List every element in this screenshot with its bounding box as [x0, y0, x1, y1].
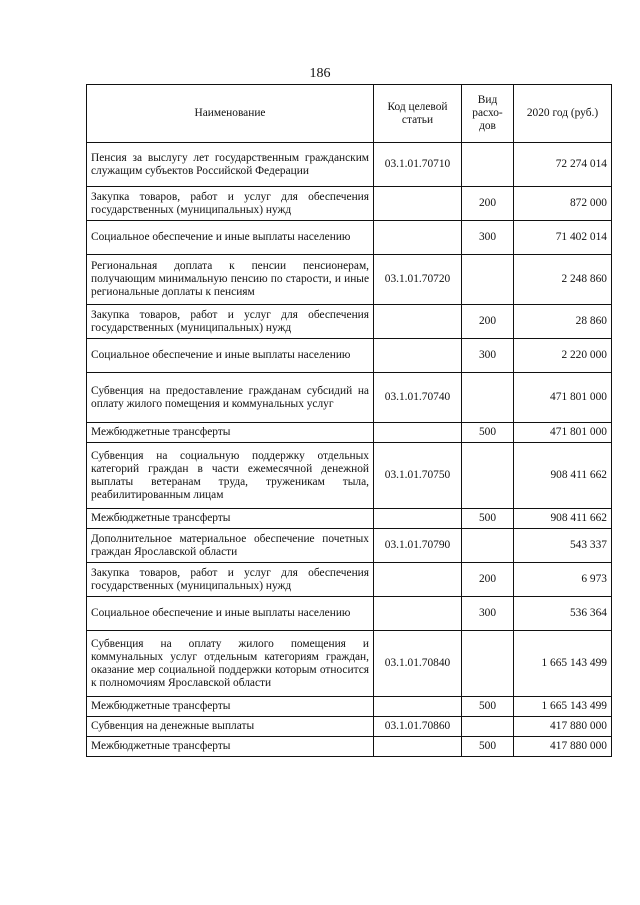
row-kind-cell: 300 [462, 597, 514, 631]
header-name: Наименование [87, 85, 374, 143]
row-code-cell [374, 737, 462, 757]
table-row [87, 717, 612, 737]
budget-table [86, 84, 612, 757]
row-kind-cell: 300 [462, 221, 514, 255]
row-name-cell: Межбюджетные трансферты [87, 697, 374, 717]
row-amount-cell: 6 973 [514, 563, 612, 597]
row-amount-cell: 2 220 000 [514, 339, 612, 373]
page-number: 186 [309, 66, 331, 81]
row-amount-cell: 908 411 662 [514, 509, 612, 529]
row-amount-cell: 536 364 [514, 597, 612, 631]
row-name-cell: Межбюджетные трансферты [87, 423, 374, 443]
row-amount-cell: 872 000 [514, 187, 612, 221]
row-amount-cell: 28 860 [514, 305, 612, 339]
row-amount-cell: 71 402 014 [514, 221, 612, 255]
row-name-cell: Дополнительное материальное обеспечение почетных граждан Ярославской области [87, 529, 374, 563]
row-code-cell: 03.1.01.70710 [374, 143, 462, 187]
row-kind-cell: 500 [462, 509, 514, 529]
table-row [87, 423, 612, 443]
row-code-cell [374, 697, 462, 717]
table-row [87, 563, 612, 597]
row-amount-cell: 72 274 014 [514, 143, 612, 187]
row-kind-cell [462, 255, 514, 305]
row-amount-cell: 417 880 000 [514, 737, 612, 757]
table-body [87, 143, 612, 757]
table-row [87, 143, 612, 187]
row-kind-cell: 200 [462, 563, 514, 597]
header-row [87, 85, 612, 143]
row-kind-cell [462, 631, 514, 697]
row-code-cell: 03.1.01.70750 [374, 443, 462, 509]
table-row [87, 737, 612, 757]
row-name-cell: Закупка товаров, работ и услуг для обеспечения государственных (муниципальных) нужд [87, 305, 374, 339]
row-name-cell: Межбюджетные трансферты [87, 737, 374, 757]
table-row [87, 305, 612, 339]
row-kind-cell: 500 [462, 737, 514, 757]
row-kind-cell [462, 143, 514, 187]
table-row [87, 221, 612, 255]
row-name-cell: Социальное обеспечение и иные выплаты населению [87, 339, 374, 373]
table-row [87, 187, 612, 221]
table-row [87, 443, 612, 509]
header-year: 2020 год (руб.) [514, 85, 612, 143]
row-name-cell: Субвенция на оплату жилого помещения и коммунальных услуг отдельным категориям граждан, оказание мер социальной поддержки которым относится к полномочиям Ярославской области [87, 631, 374, 697]
row-name-cell: Закупка товаров, работ и услуг для обеспечения государственных (муниципальных) нужд [87, 187, 374, 221]
row-name-cell: Социальное обеспечение и иные выплаты населению [87, 221, 374, 255]
row-name-cell: Закупка товаров, работ и услуг для обеспечения государственных (муниципальных) нужд [87, 563, 374, 597]
table-row [87, 373, 612, 423]
row-code-cell: 03.1.01.70740 [374, 373, 462, 423]
row-kind-cell: 500 [462, 697, 514, 717]
row-code-cell [374, 305, 462, 339]
row-kind-cell [462, 443, 514, 509]
row-amount-cell: 417 880 000 [514, 717, 612, 737]
row-name-cell: Пенсия за выслугу лет государственным гражданским служащим субъектов Российской Федерации [87, 143, 374, 187]
row-code-cell: 03.1.01.70840 [374, 631, 462, 697]
row-kind-cell [462, 373, 514, 423]
row-amount-cell: 471 801 000 [514, 373, 612, 423]
row-name-cell: Субвенция на предоставление гражданам субсидий на оплату жилого помещения и коммунальных услуг [87, 373, 374, 423]
row-kind-cell: 200 [462, 305, 514, 339]
row-kind-cell: 500 [462, 423, 514, 443]
table-header [87, 85, 612, 143]
table-row [87, 597, 612, 631]
row-code-cell: 03.1.01.70860 [374, 717, 462, 737]
row-code-cell [374, 597, 462, 631]
row-code-cell [374, 221, 462, 255]
row-code-cell [374, 339, 462, 373]
row-code-cell: 03.1.01.70720 [374, 255, 462, 305]
row-kind-cell: 300 [462, 339, 514, 373]
table-row [87, 697, 612, 717]
row-amount-cell: 908 411 662 [514, 443, 612, 509]
table-row [87, 631, 612, 697]
row-name-cell: Межбюджетные трансферты [87, 509, 374, 529]
row-code-cell [374, 563, 462, 597]
row-name-cell: Социальное обеспечение и иные выплаты населению [87, 597, 374, 631]
table-row [87, 529, 612, 563]
row-kind-cell [462, 529, 514, 563]
header-kind: Вид расхо-дов [462, 85, 514, 143]
row-name-cell: Субвенция на социальную поддержку отдельных категорий граждан в части ежемесячной денежной выплаты ветеранам труда, труженикам тыла, реабилитированным лицам [87, 443, 374, 509]
row-code-cell [374, 423, 462, 443]
row-code-cell: 03.1.01.70790 [374, 529, 462, 563]
table-row [87, 255, 612, 305]
row-code-cell [374, 187, 462, 221]
row-kind-cell: 200 [462, 187, 514, 221]
row-amount-cell: 1 665 143 499 [514, 631, 612, 697]
header-code: Код целевой статьи [374, 85, 462, 143]
row-amount-cell: 1 665 143 499 [514, 697, 612, 717]
row-amount-cell: 471 801 000 [514, 423, 612, 443]
row-name-cell: Субвенция на денежные выплаты [87, 717, 374, 737]
row-name-cell: Региональная доплата к пенсии пенсионерам, получающим минимальную пенсию по старости, и иные региональные доплаты к пенсиям [87, 255, 374, 305]
row-kind-cell [462, 717, 514, 737]
row-amount-cell: 543 337 [514, 529, 612, 563]
table-row [87, 509, 612, 529]
row-code-cell [374, 509, 462, 529]
table-row [87, 339, 612, 373]
row-amount-cell: 2 248 860 [514, 255, 612, 305]
